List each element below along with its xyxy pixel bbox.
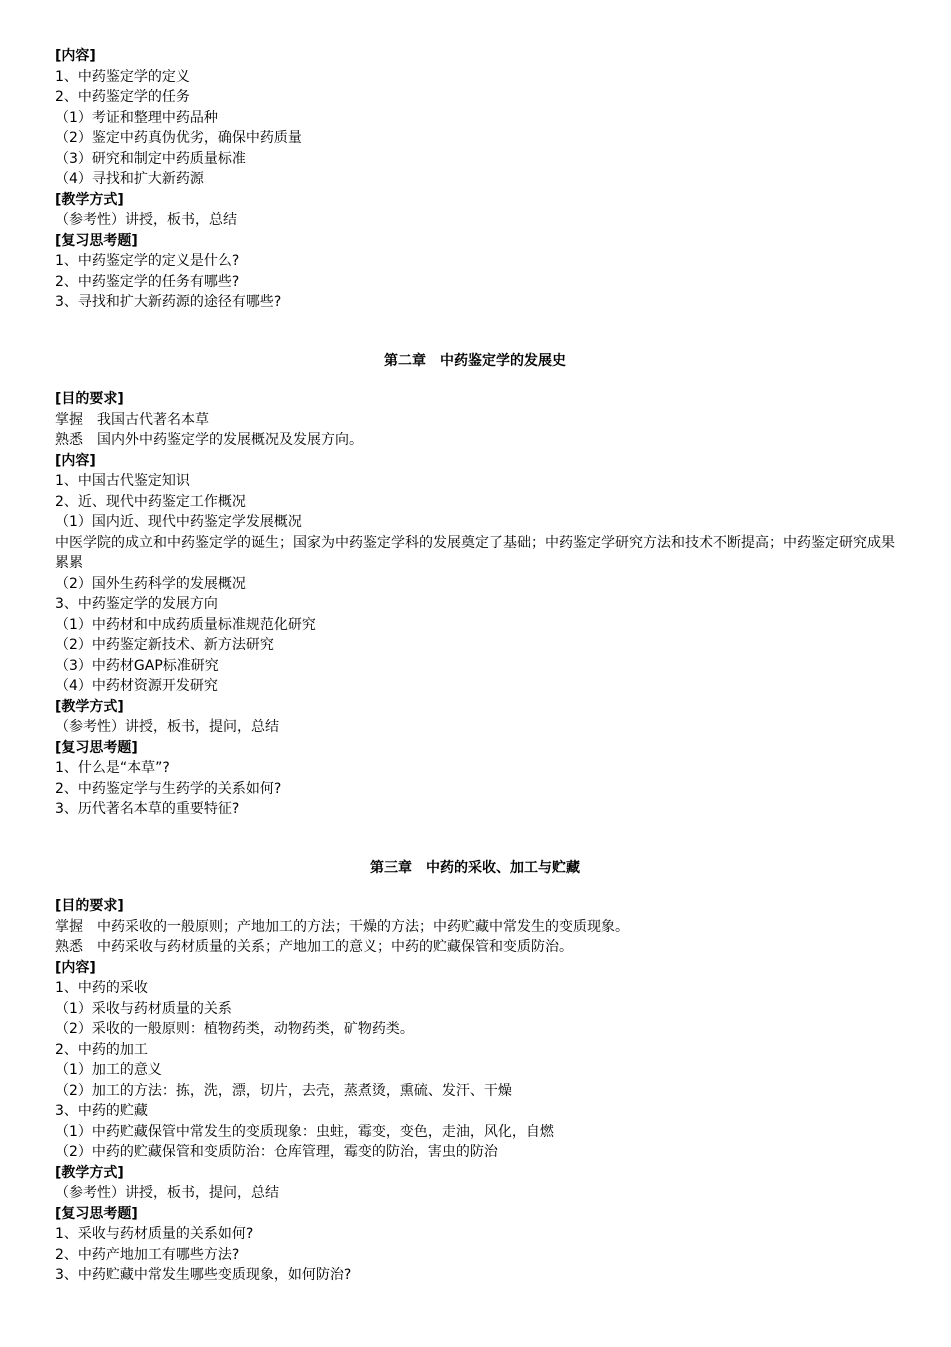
content-item: （2）国外生药科学的发展概况 — [55, 575, 246, 592]
review-question: 3、寻找和扩大新药源的途径有哪些? — [55, 294, 282, 310]
content-item: （2）中药鉴定新技术、新方法研究 — [55, 637, 274, 653]
content-item: （1）中药材和中成药质量标准规范化研究 — [55, 616, 316, 633]
content-item: （1）加工的意义 — [55, 1062, 162, 1078]
content-item: （3）研究和制定中药质量标准 — [55, 150, 246, 167]
section-heading-method: [教学方式] — [55, 1164, 124, 1181]
method-text: （参考性）讲授，板书，总结 — [55, 212, 237, 228]
method-text: （参考性）讲授，板书，提问，总结 — [55, 1185, 279, 1201]
content-item: 3、中药的贮藏 — [55, 1103, 148, 1119]
aim-item: 掌握 中药采收的一般原则；产地加工的方法；干燥的方法；中药贮藏中常发生的变质现象。 — [55, 918, 629, 935]
content-item: （1）中药贮藏保管中常发生的变质现象：虫蛀，霉变，变色，走油，风化，自燃 — [55, 1123, 554, 1140]
content-item: （2）加工的方法：拣，洗，漂，切片，去壳，蒸煮烫，熏硫、发汗、干燥 — [55, 1082, 512, 1099]
content-item: 1、中药的采收 — [55, 980, 148, 996]
content-item: （3）中药材GAP标准研究 — [55, 657, 219, 674]
section-heading-review: [复习思考题] — [55, 232, 138, 249]
content-item: （4）寻找和扩大新药源 — [55, 171, 204, 187]
section-heading-method: [教学方式] — [55, 191, 124, 208]
review-question: 2、中药鉴定学与生药学的关系如何? — [55, 780, 282, 797]
content-item: 3、中药鉴定学的发展方向 — [55, 596, 218, 612]
content-item: （2）中药的贮藏保管和变质防治：仓库管理，霉变的防治，害虫的防治 — [55, 1144, 498, 1160]
content-item: （2）采收的一般原则：植物药类，动物药类，矿物药类。 — [55, 1021, 414, 1037]
review-question: 3、历代著名本草的重要特征? — [55, 801, 240, 817]
section-heading-content: [内容] — [55, 48, 96, 64]
section-heading-aim: [目的要求] — [55, 391, 124, 407]
section-heading-content: [内容] — [55, 452, 96, 469]
aim-item: 熟悉 国内外中药鉴定学的发展概况及发展方向。 — [55, 432, 363, 448]
section-heading-content: [内容] — [55, 959, 96, 976]
review-question: 3、中药贮藏中常发生哪些变质现象，如何防治? — [55, 1267, 352, 1283]
section-heading-review: [复习思考题] — [55, 1205, 138, 1222]
review-question: 1、中药鉴定学的定义是什么? — [55, 253, 240, 269]
review-question: 1、采收与药材质量的关系如何? — [55, 1226, 254, 1242]
content-item: 2、近、现代中药鉴定工作概况 — [55, 493, 246, 510]
section-heading-method: [教学方式] — [55, 698, 124, 715]
aim-item: 熟悉 中药采收与药材质量的关系；产地加工的意义；中药的贮藏保管和变质防治。 — [55, 939, 573, 955]
chapter-title: 第二章 中药鉴定学的发展史 — [384, 352, 566, 369]
content-item: （1）采收与药材质量的关系 — [55, 1000, 232, 1017]
review-question: 1、什么是“本草”? — [55, 760, 170, 776]
section-heading-review: [复习思考题] — [55, 739, 138, 756]
method-text: （参考性）讲授，板书，提问，总结 — [55, 719, 279, 735]
review-question: 2、中药鉴定学的任务有哪些? — [55, 273, 240, 290]
chapter-title: 第三章 中药的采收、加工与贮藏 — [370, 859, 580, 876]
section-heading-aim: [目的要求] — [55, 898, 124, 914]
content-item: 1、中药鉴定学的定义 — [55, 68, 190, 85]
document-page — [55, 46, 895, 1286]
content-item: 2、中药鉴定学的任务 — [55, 89, 190, 105]
content-item: （1）考证和整理中药品种 — [55, 109, 218, 126]
aim-item: 掌握 我国古代著名本草 — [55, 411, 209, 428]
content-item: 1、中国古代鉴定知识 — [55, 473, 190, 489]
content-item: （4）中药材资源开发研究 — [55, 678, 218, 694]
content-item: （1）国内近、现代中药鉴定学发展概况 — [55, 514, 302, 530]
content-item: （2）鉴定中药真伪优劣，确保中药质量 — [55, 130, 302, 146]
content-item: 2、中药的加工 — [55, 1041, 148, 1058]
review-question: 2、中药产地加工有哪些方法? — [55, 1246, 240, 1263]
content-paragraph: 中医学院的成立和中药鉴定学的诞生；国家为中药鉴定学科的发展奠定了基础；中药鉴定学研究方法和技术不断提高；中药鉴定研究成果累累 — [55, 534, 895, 571]
